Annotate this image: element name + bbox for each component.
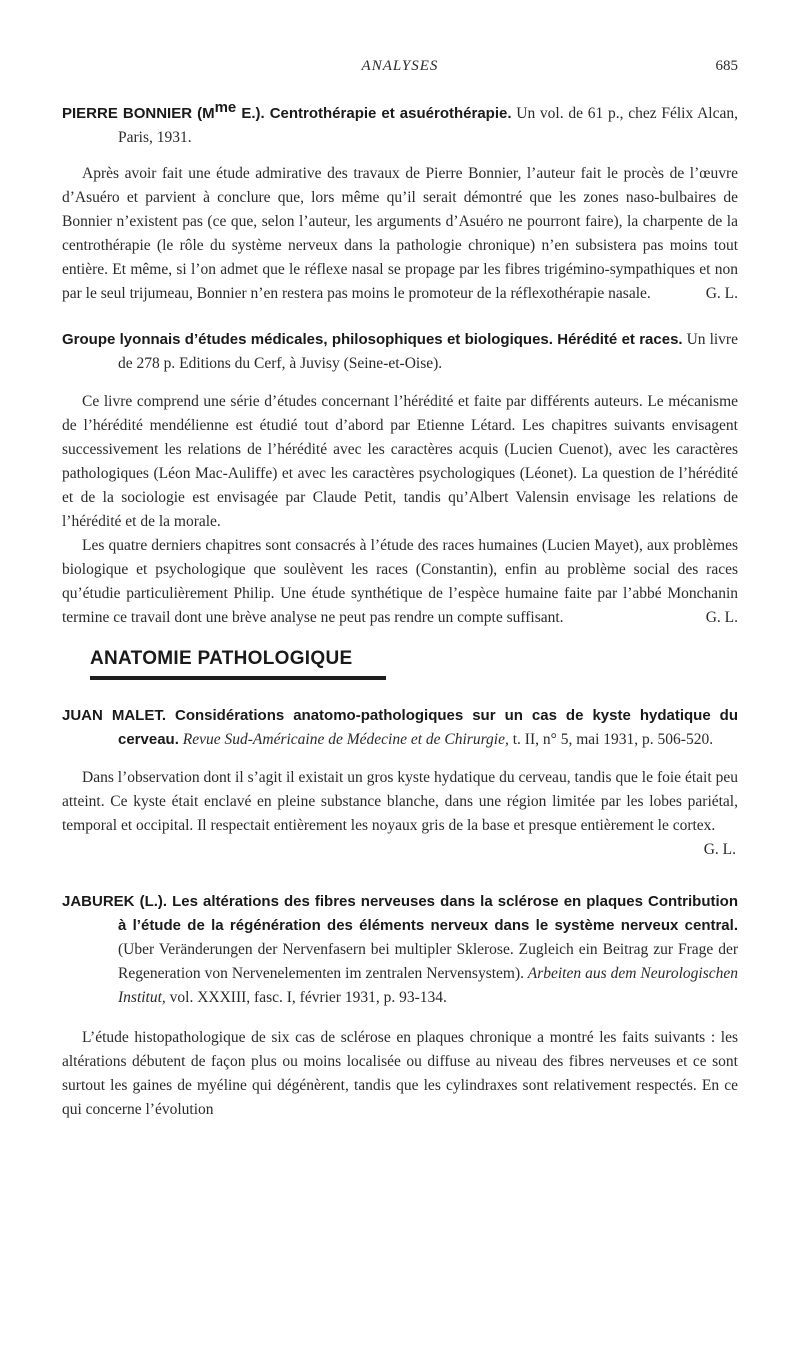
review-publication-details: vol. XXXIII, fasc. I, février 1931, p. 93-134. [165, 989, 447, 1007]
review-title-part: E.). Centrothérapie et asuérothérapie. [236, 105, 512, 123]
running-header [62, 58, 738, 84]
journal-name: Arbeiten aus dem Neurologischen Institut, [118, 965, 739, 1007]
running-title: ANALYSES [361, 58, 439, 74]
review-body: Dans l’observation dont il s’agit il existait un gros kyste hydatique du cerveau, tandis que le foie était peu atteint. Ce kyste était enclavé en pleine substance blanche, dans une région limitée par les lobes pariétal, temporal et occipital. Il respectait entièrement les noyaux gris de la base et presque entièrement le cortex. [62, 769, 738, 835]
review-original-title: (Uber Veränderungen der Nervenfasern bei multipler Sklerose. Zugleich ein Beitrag zur Frage der Regeneration von Nervenelementen im zentralen Nervensystem). [118, 941, 738, 983]
review-publication-details: Un vol. de 61 p., chez Félix Alcan, Paris, 1931. [118, 105, 738, 147]
review-publication-details: t. II, n° 5, mai 1931, p. 506-520. [508, 731, 714, 749]
page-body [62, 96, 738, 1122]
review-heading-bonnier [62, 96, 738, 150]
reviewer-signature: G. L. [705, 609, 738, 627]
journal-name: Revue Sud-Américaine de Médecine et de Chirurgie, [178, 731, 509, 749]
review-body: Les quatre derniers chapitres sont consacrés à l’étude des races humaines (Lucien Mayet), aux problèmes biologique et psychologique que soulèvent les races (Constantin), enfin au problème social des races qu’étudie particulièrement Philip. Une étude synthétique de l’espèce humaine faite par l’abbé Monchanin termine ce travail dont une brève analyse ne peut pas rendre un compte suffisant. G. L. [62, 534, 738, 630]
review-heading-malet [62, 704, 738, 752]
review-title: JUAN MALET. Considérations anatomo-pathologiques sur un cas de kyste hydatique du cerveau. [62, 707, 738, 749]
review-body: Ce livre comprend une série d’études concernant l’hérédité et faite par différents auteurs. Le mécanisme de l’hérédité mendélienne est étudié tout d’abord par Etienne Létard. Les chapitres suivants envisagent successivement les relations de l’hérédité avec les caractères acquis (Lucien Cuenot), avec les caractères pathologiques (Léon Mac-Auliffe) et avec les caractères psychologiques (Léonet). La question de l’hérédité et de la sociologie est envisagée par Claude Petit, tandis qu’Albert Valensin envisage les relations de l’hérédité et de la morale. [62, 393, 738, 531]
review-title-superscript: me [214, 99, 237, 116]
review-title-part: PIERRE BONNIER (M [62, 105, 215, 123]
section-title: ANATOMIE PATHOLOGIQUE [90, 648, 353, 670]
page-number: 685 [715, 58, 738, 74]
review-title: Groupe lyonnais d’études médicales, philosophiques et biologiques. Hérédité et races. [62, 331, 683, 349]
review-title: JABUREK (L.). Les altérations des fibres nerveuses dans la sclérose en plaques Contribution à l’étude de la régénération des éléments nerveux dans le système nerveux central. [62, 893, 738, 935]
review-heading-jaburek [62, 890, 738, 1010]
review-publication-details: Un livre de 278 p. Editions du Cerf, à Juvisy (Seine-et-Oise). [118, 331, 738, 373]
reviewer-signature: G. L. [703, 841, 736, 859]
review-heading-groupe-lyonnais [62, 328, 738, 376]
review-body: Après avoir fait une étude admirative des travaux de Pierre Bonnier, l’auteur fait le procès de l’œuvre d’Asuéro et parvient à conclure que, lors même qu’il serait démontré que les zones naso-bulbaires de Bonnier n’existent pas (ce que, selon l’auteur, les arguments d’Asuéro ne pourront faire), la charpente de la centrothérapie (le rôle du système nerveux dans la pathologie chronique) n’en subsistera pas moins tout entière. Et même, si l’on admet que le réflexe nasal se propage par les fibres trigémino-sympathiques et non par le seul trijumeau, Bonnier n’en restera pas moins le promoteur de la réflexothérapie nasale. G. L. [62, 162, 738, 306]
review-body: L’étude histopathologique de six cas de sclérose en plaques chronique a montré les faits suivants : les altérations débutent de façon plus ou moins localisée ou diffuse au niveau des fibres nerveuses et ce sont surtout les gaines de myéline qui dégénèrent, tandis que les cylindraxes sont relativement respectés. En ce qui concerne l’évolution [62, 1029, 738, 1119]
reviewer-signature: G. L. [705, 285, 738, 303]
